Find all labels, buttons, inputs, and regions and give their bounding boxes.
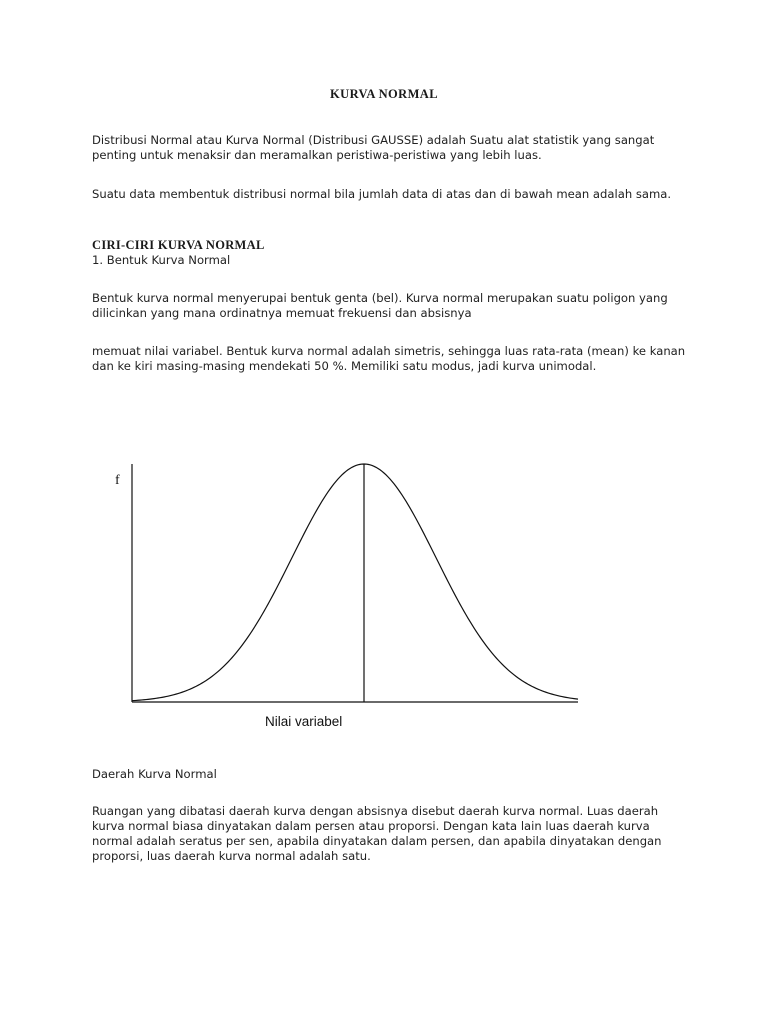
paragraph-definition: Distribusi Normal atau Kurva Normal (Distribusi GAUSSE) adalah Suatu alat statistik yang sangat penting untuk menaksir dan meramalkan peristiwa-peristiwa yang lebih luas. [92,133,655,162]
paragraph-shape: Bentuk kurva normal menyerupai bentuk genta (bel). Kurva normal merupakan suatu poligon yang dilicinkan yang mana ordinatnya memuat frekuensi dan absisnya [92,291,668,320]
paragraph-area: Ruangan yang dibatasi daerah kurva dengan absisnya disebut daerah kurva normal. Luas daerah kurva normal biasa dinyatakan dalam persen atau proporsi. Dengan kata lain luas daerah kurva normal adalah seratus per sen, apabila dinyatakan dalam persen, dan apabila dinyatakan dengan proporsi, luas daerah kurva normal adalah satu. [92,804,662,863]
x-axis-label: Nilai variabel [265,714,343,729]
normal-curve-figure [100,450,600,740]
paragraph-symmetry: memuat nilai variabel. Bentuk kurva normal adalah simetris, sehingga luas rata-rata (mean) ke kanan dan ke kiri masing-masing mendekati 50 %. Memiliki satu modus, jadi kurva unimodal. [92,344,686,373]
bell-curve [132,464,578,701]
section-heading: CIRI-CIRI KURVA NORMAL [92,238,265,252]
subheading-daerah: Daerah Kurva Normal [92,767,217,781]
paragraph-condition: Suatu data membentuk distribusi normal bila jumlah data di atas dan di bawah mean adalah sama. [92,187,672,201]
list-item-bentuk: 1. Bentuk Kurva Normal [92,253,231,267]
page-title: KURVA NORMAL [330,87,438,101]
y-axis-label: f [115,473,120,488]
